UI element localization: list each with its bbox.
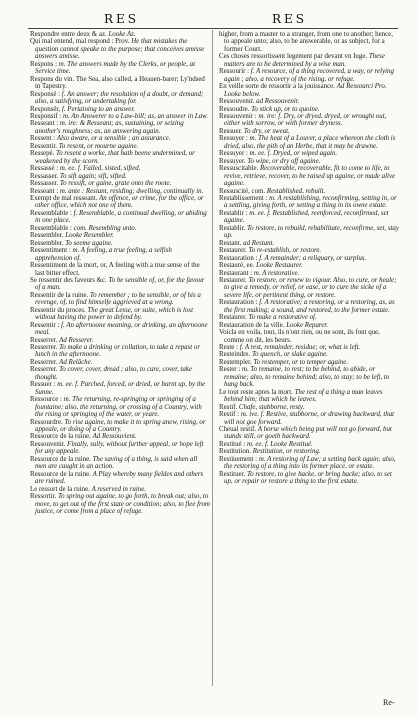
entry-definition: m. A feeling, a true feeling, a selfish apprehension of.	[35, 247, 172, 262]
dictionary-entry	[219, 366, 399, 388]
entry-headword: Ressasser.	[30, 172, 59, 180]
entry-headword: En veille sorte de ressortir a la jouissance.	[219, 83, 335, 91]
dictionary-entry	[219, 426, 399, 441]
entry-definition: To sift again; sift, sifted.	[59, 172, 127, 180]
entry-headword: Ressouvenir.	[30, 440, 66, 448]
dictionary-entry	[30, 135, 210, 142]
entry-definition: To seeme againe.	[65, 239, 113, 247]
dictionary-entry	[219, 225, 399, 240]
entry-headword: Ressource de la ruine.	[30, 455, 91, 463]
entry-headword: Ressoudre.	[219, 105, 250, 113]
dictionary-entry	[219, 165, 399, 187]
entry-headword: Reste :	[219, 344, 238, 352]
entry-headword: Restant.	[219, 239, 242, 247]
header-left: RES	[104, 12, 140, 26]
entry-definition: Looke Restaurer.	[256, 262, 303, 270]
entry-headword: Voicla en voila, tout, ils n'ont rien, ou ne sont, ils font que, comme on dit, les beurs.	[219, 329, 380, 344]
entry-headword: Ressuyer.	[219, 157, 246, 165]
entry-definition: m. A restorative.	[253, 269, 300, 277]
entry-definition: m. ire: f. Dry, or dryed, dryed, or wrought out, either with sorrow, or with former dryness.	[224, 112, 387, 128]
entry-definition: The rest of a thing a man leaves behind him; that which he leaves.	[224, 388, 383, 404]
entry-definition: Looke Az.	[108, 31, 136, 38]
entry-definition: The great Lesse, or suite, which is lost without having the power to defend by.	[35, 306, 194, 322]
dictionary-entry	[30, 120, 210, 135]
entry-definition: To quench, or slake againe.	[251, 351, 328, 359]
entry-headword: Resserrer.	[30, 344, 58, 352]
entry-headword: Restablir.	[219, 224, 246, 232]
entry-definition: m. A restoring of Law; a setting back again; also, the restoring of a thing into its former place, or estate.	[224, 455, 396, 471]
dictionary-entry	[30, 493, 210, 515]
entry-headword: Responsif :	[30, 112, 62, 120]
dictionary-entry	[219, 106, 399, 113]
entry-definition: Finally, sully, without further appeal, or hope left for any appeale.	[35, 440, 204, 456]
entry-headword: Ressentir :	[30, 321, 60, 329]
entry-headword: Ressentir.	[30, 142, 57, 150]
dictionary-entry	[219, 240, 399, 247]
entry-definition: m. The heat of a Louver, a place whereon the cloth is dried, also, the pith of an Herbe, that it may be drawne.	[224, 135, 396, 150]
dictionary-entry	[30, 419, 210, 434]
entry-headword: Restituer.	[219, 470, 246, 478]
dictionary-entry	[219, 314, 399, 321]
entry-definition: An offence, or crime, for the office, or other office, which not one of them.	[35, 194, 204, 210]
entry-headword: Ressuyer :	[219, 150, 248, 158]
dictionary-entry	[30, 456, 210, 471]
dictionary-entry	[219, 448, 399, 455]
entry-definition: Ad Resserer.	[59, 336, 94, 344]
entry-definition: He that mistakes the question cannot speake to the purpose; that conceives amisse answers amisse.	[35, 38, 205, 61]
entry-headword: Se ressentir des faveurs &c.	[30, 276, 107, 284]
entry-definition: m. An Answerer to a Law-bill; as, an answer in Law.	[62, 112, 208, 120]
entry-headword: Le ressort de la ruine.	[30, 485, 90, 493]
entry-definition: m. The answers made by the Clerks, or people, at Service time.	[35, 60, 195, 76]
entry-headword: Ressembler.	[30, 232, 64, 240]
entry-headword: Ressouvenir :	[219, 112, 257, 120]
entry-definition: To make a drinking or collation, to take a repast or lunch in the afternoone.	[35, 344, 201, 359]
entry-headword: Ressemblable :	[30, 209, 72, 217]
entry-headword: Ressuer.	[219, 127, 243, 135]
entry-headword: Restaurer.	[219, 276, 247, 284]
entry-headword: Restitué :	[219, 440, 246, 448]
entry-definition: f. An answer; the resolution of a doubt, or demand; also, a satisfying, or undertaking for.	[35, 90, 204, 106]
dictionary-entry	[30, 38, 210, 60]
entry-definition: A Play whereby many fieldes and others are ruined.	[35, 470, 204, 486]
dictionary-entry	[30, 180, 210, 187]
entry-definition: To restore, or renew to vigour. Also, to cure, or heale; to give a remedy, or relief, or ease, or to cure the sicke of a severe life, or pertinent thing, or restore.	[224, 276, 397, 299]
entry-headword: Resseant :	[30, 120, 59, 128]
dictionary-entry	[30, 262, 210, 277]
entry-headword: Ressentir du proces.	[30, 306, 86, 314]
entry-definition: To be sensible of, or, for the favour of a man.	[35, 276, 205, 292]
entry-headword: Ressortir.	[30, 493, 57, 501]
entry-definition: To remember ; to be sensible, or of his a revenge, of, to find himselfe aggrieved at a wrong.	[35, 291, 201, 307]
entry-headword: Resserrer.	[30, 336, 58, 344]
dictionary-entry	[30, 210, 210, 225]
dictionary-entry	[219, 471, 399, 486]
entry-definition: m. ee. f. Dryed, or wiped again.	[249, 150, 338, 158]
entry-headword: Ressassé :	[30, 165, 59, 173]
dictionary-entry	[219, 247, 399, 254]
entry-definition: m. To remaine, to rest; to be behind, to abide, or remaine; also, to remaine behind; also, to stay; to be left, to hang back.	[224, 366, 390, 389]
entry-headword: Resserrer.	[30, 358, 58, 366]
dictionary-entry	[219, 158, 399, 165]
dictionary-entry	[30, 31, 210, 38]
entry-headword: Ressent :	[30, 135, 56, 143]
entry-headword: Restauration :	[219, 254, 258, 262]
dictionary-entry	[219, 456, 399, 471]
header-right: RES	[272, 12, 308, 26]
dictionary-entry	[30, 143, 210, 150]
entry-headword: Ressembler.	[30, 239, 64, 247]
entry-definition: To resent, or mourne againe.	[58, 142, 139, 150]
dictionary-entry	[30, 486, 210, 493]
entry-headword: Restitution.	[219, 448, 251, 456]
entry-headword: Restablissement :	[219, 194, 268, 202]
entry-definition: Restablished, rebuilt.	[266, 187, 326, 195]
dictionary-entry	[30, 232, 210, 239]
entry-definition: m. ee. f. Failed, sisted, sifted.	[59, 165, 141, 173]
running-header	[0, 12, 418, 26]
entry-headword: Ressuscité, com.	[219, 187, 266, 195]
catchword: Re-	[383, 698, 395, 707]
entry-definition: f. Resemblable, a continual dwelling, or abiding in one place.	[35, 209, 207, 225]
entry-headword: Ressentiment :	[30, 247, 71, 255]
dictionary-entry	[219, 329, 399, 344]
dictionary-entry	[219, 150, 399, 157]
dictionary-entry	[30, 307, 210, 322]
entry-headword: Resteindre.	[219, 351, 251, 359]
dictionary-entry	[30, 195, 210, 210]
dictionary-entry	[30, 277, 210, 292]
entry-definition: To make a restorative of.	[248, 314, 317, 322]
entry-headword: Ressepé.	[30, 150, 55, 158]
dictionary-entry	[219, 128, 399, 135]
entry-headword: Restaurant :	[219, 269, 253, 277]
dictionary-entry	[219, 31, 399, 53]
entry-definition: Also aware, or a sensible ; an assurance.	[56, 135, 171, 143]
entry-headword: Respondre entre deux & az.	[30, 31, 107, 38]
dictionary-entry	[219, 53, 399, 68]
entry-definition: m. ire: & Resseant; as, sustaining, or seizing another's roughness; as, an answering again.	[35, 120, 184, 135]
entry-headword: higher, from a master to a stranger, from one to another; hence, to appeale unto; also, to be answerable, or as subject, for a former Court.	[219, 31, 393, 53]
dictionary-entry	[219, 351, 399, 358]
entry-definition: To stick up, or to quoine.	[251, 105, 320, 113]
dictionary-entry	[30, 344, 210, 359]
entry-definition: To cover, cover, dread ; also, to care, cover, take thought.	[35, 366, 192, 381]
entry-headword: Ressourir :	[219, 68, 250, 76]
entry-headword: Le tout reste apres la mort.	[219, 388, 293, 396]
entry-headword: Ressentir de la ruine.	[30, 291, 89, 299]
entry-headword: Ressuer :	[30, 381, 56, 389]
entry-headword: Respons :	[30, 60, 57, 68]
dictionary-entry	[219, 98, 399, 105]
entry-definition: f. A rest, remainder, residue; or, what is left.	[239, 344, 361, 352]
entry-headword: Restablir :	[219, 209, 248, 217]
entry-definition: f. Pertaining to an answer.	[61, 105, 136, 113]
entry-headword: Ressasser.	[30, 180, 59, 188]
entry-definition: Ad Relâche.	[59, 358, 93, 366]
entry-headword: Respons du vin. The Sea, also called, a Heauen-barer; Ly'ndsed in Tapestry.	[30, 75, 205, 91]
entry-definition: The saving of a thing, is said when all men are caught in an action.	[35, 455, 198, 471]
entry-headword: Cheual restif.	[219, 426, 257, 434]
entry-headword: Restauration de la ville.	[219, 321, 285, 329]
dictionary-entry	[30, 61, 210, 76]
dictionary-entry	[30, 106, 210, 113]
entry-definition: Restitution, or restoring.	[252, 448, 321, 456]
entry-headword: Ressource :	[30, 396, 62, 404]
dictionary-entry	[219, 210, 399, 225]
entry-headword: Ressentiment de la mort, or, A feeling with a true sense of the last bitter effect.	[30, 262, 200, 277]
entry-definition: f. A restorative; a restoring, or a restoring, as, as the first making; a sound, and restored, to the former estate.	[224, 299, 395, 314]
entry-definition: To rise againe, to make it to spring anew, rising, or appeale, or doing of a Country.	[35, 418, 206, 434]
dictionary-entry	[30, 165, 210, 172]
dictionary-entry	[219, 389, 399, 404]
entry-definition: m. ee. f. Parched, forced, or dried, or burnt up, by the Sunne.	[35, 381, 206, 396]
entry-definition: To wipe, or dry off againe.	[247, 157, 321, 165]
dictionary-entry	[30, 76, 210, 91]
dictionary-entry	[30, 173, 210, 180]
entry-headword: Exempt de mal resseant.	[30, 194, 98, 202]
entry-definition: m. ee. f. Restablished, reenforced, reconfirmed, set againe.	[224, 209, 389, 225]
entry-headword: Ressuyer :	[219, 135, 248, 143]
entry-definition: These matters are to be determined by a wise man.	[224, 53, 385, 68]
entry-definition: m. ee. f. Looke Restitué.	[246, 440, 313, 448]
entry-definition: To re-establish, or restore.	[248, 247, 322, 255]
entry-headword: Ressource de la ruine.	[30, 433, 91, 441]
entry-headword: Restiuement :	[219, 455, 258, 463]
entry-headword: Restauration :	[219, 299, 258, 307]
dictionary-entry	[219, 411, 399, 426]
entry-headword: Restaurer.	[219, 314, 247, 322]
entry-definition: m. ante : Resiant, residing; dwelling, continually in.	[59, 187, 204, 195]
dictionary-entry	[30, 441, 210, 456]
entry-headword: Restauré, ee.	[219, 262, 255, 270]
entry-definition: Recoverable, recoverable, fit to come to life, to revive, retrieve, recover, to be raised up againe, or made alive againe.	[224, 165, 396, 188]
dictionary-entry	[30, 150, 210, 165]
left-column	[30, 31, 210, 683]
entry-headword: Restif.	[219, 403, 238, 411]
dictionary-entry	[219, 270, 399, 277]
dictionary-entry	[219, 359, 399, 366]
entry-headword: Responsé :	[30, 90, 61, 98]
entry-headword: Restempler.	[219, 358, 252, 366]
dictionary-entry	[30, 292, 210, 307]
entry-headword: Resseant :	[30, 187, 59, 195]
dictionary-entry	[30, 188, 210, 195]
entry-definition: f. A remainder; a reliquary, or surplus.	[259, 254, 367, 262]
entry-definition: m. The returning, re-springing or springing of a fountaine; also, the returning, or crossing of a Country, with the rising or springing of the water, or yeare.	[35, 396, 202, 419]
dictionary-entry	[219, 195, 399, 210]
entry-headword: Ressuscitable.	[219, 165, 259, 173]
dictionary-entry	[30, 366, 210, 381]
dictionary-entry	[30, 322, 210, 337]
dictionary-entry	[219, 135, 399, 150]
entry-definition: com. Resembling unto.	[73, 224, 137, 232]
dictionary-entry	[30, 225, 210, 232]
dictionary-entry	[219, 255, 399, 262]
entry-definition: f. A resource, of a thing recovered, a way, or relying again ; also, a recovery of the rising, or refuge.	[224, 68, 394, 83]
entry-headword: Restif :	[219, 411, 240, 419]
entry-definition: ad Ressouvenir.	[256, 98, 300, 106]
dictionary-entry	[30, 240, 210, 247]
dictionary-entry	[219, 441, 399, 448]
entry-headword: Ressouvenir.	[219, 98, 255, 106]
entry-definition: f. An afternoone meaning, or drinking, an afternoone meal.	[35, 321, 208, 337]
entry-definition: To resent a worke, that hath beene undermined, or weakened by the scorn.	[35, 150, 195, 165]
dictionary-entry	[30, 433, 210, 440]
entry-definition: A reserved in ruine.	[91, 485, 146, 493]
entry-headword: Restaurer.	[219, 247, 247, 255]
dictionary-entry	[30, 359, 210, 366]
entry-definition: To dry, or sweat.	[243, 127, 290, 135]
entry-definition: To spring out againe, to go forth, to break out; also, to move, to get out of the first state or condition; also, to flee from justice, or come from a place of refuge.	[35, 493, 210, 515]
dictionary-entry	[219, 188, 399, 195]
entry-definition: ad Restant.	[243, 239, 275, 247]
entry-definition: To ressift, or gaine, grate onto the roote.	[59, 180, 172, 188]
entry-headword: Responsér,	[30, 105, 61, 113]
column-divider	[212, 30, 213, 686]
entry-headword: Ressource de la ruine.	[30, 470, 91, 478]
entry-definition: m. ive. f. Restive, stubborne, or drawing backward, that will not goe forward.	[224, 411, 395, 426]
dictionary-entry	[30, 91, 210, 106]
entry-definition: To restemper, or to temper againe.	[253, 358, 349, 366]
dictionary-entry	[219, 322, 399, 329]
entry-definition: m. A restablishing, reconfirming, setting in, or a settling, giving forth, or setting a thing in its owne estate.	[224, 194, 397, 210]
dictionary-entry	[30, 396, 210, 418]
entry-headword: Resserrer.	[30, 366, 58, 374]
right-column	[219, 31, 399, 683]
entry-definition: A horse which being put will not go forward, but stands still, or goeth backward.	[224, 426, 392, 441]
dictionary-entry	[219, 277, 399, 299]
entry-headword: Ressemblable :	[30, 224, 72, 232]
dictionary-entry	[219, 344, 399, 351]
dictionary-entry	[30, 337, 210, 344]
dictionary-entry	[219, 83, 399, 98]
entry-headword: Rester :	[219, 366, 241, 374]
entry-definition: Looke Resembler.	[65, 232, 114, 240]
entry-definition: To restore, to rebuild, rehabilitate, reconfirme, set, stay up.	[224, 224, 399, 240]
entry-headword: Ces choses ressortissent legement par devant vn Iuge.	[219, 53, 368, 61]
dictionary-entry	[219, 299, 399, 314]
entry-definition: Chafe, stubborne, resty.	[238, 403, 305, 411]
dictionary-entry	[219, 404, 399, 411]
entry-headword: Ressourdre.	[30, 418, 63, 426]
dictionary-entry	[30, 113, 210, 120]
entry-headword: Qui mal entend, mal respond : Prov.	[30, 38, 130, 46]
dictionary-entry	[30, 381, 210, 396]
dictionary-entry	[219, 68, 399, 83]
entry-definition: Looke Reparer.	[286, 321, 329, 329]
entry-definition: To restore, to give backe, or bring backe; also, to set up, or repair or restore a thing to the first estate.	[224, 470, 392, 486]
dictionary-entry	[219, 262, 399, 269]
dictionary-entry	[219, 113, 399, 128]
entry-definition: Ad Ressouvient.	[92, 433, 137, 441]
dictionary-entry	[30, 471, 210, 486]
header-rule	[28, 28, 398, 29]
entry-definition: Ad Ressourci Pro. Looke below.	[224, 83, 387, 98]
dictionary-entry	[30, 247, 210, 262]
